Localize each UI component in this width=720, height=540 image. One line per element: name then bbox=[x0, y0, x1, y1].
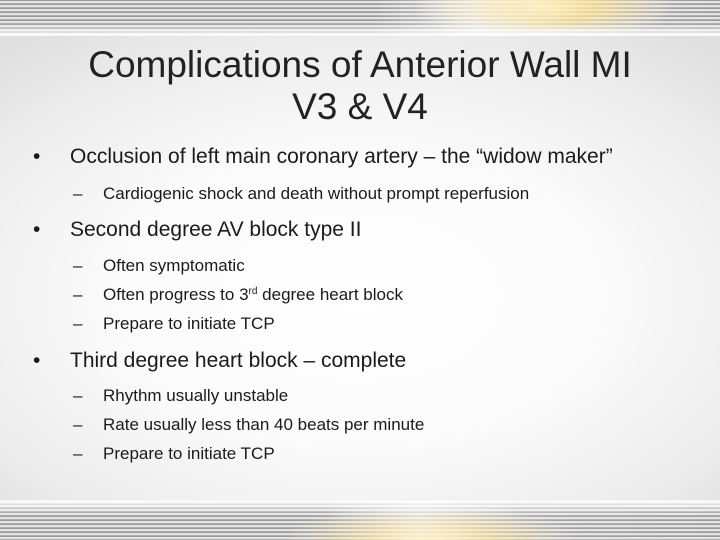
dash-icon: – bbox=[73, 184, 83, 203]
dash-icon: – bbox=[73, 386, 83, 405]
dash-icon: – bbox=[73, 256, 83, 275]
sub-bullet-text bbox=[103, 285, 403, 304]
sub-bullet-text: Cardiogenic shock and death without prompt reperfusion bbox=[103, 184, 530, 203]
top-decorative-band bbox=[0, 0, 720, 36]
bullet-item bbox=[33, 217, 650, 243]
top-fade bbox=[0, 0, 720, 36]
slide-title bbox=[0, 44, 720, 128]
sub-bullet-item bbox=[73, 314, 663, 334]
bullet-item bbox=[33, 348, 650, 374]
bullet-icon: • bbox=[33, 218, 41, 241]
dash-icon: – bbox=[73, 314, 83, 333]
bullet-text: Third degree heart block – complete bbox=[70, 349, 407, 372]
sub-bullet-item bbox=[73, 415, 663, 435]
sub-bullet-text: Prepare to initiate TCP bbox=[103, 314, 275, 333]
sub-bullet-text-before: Often progress to 3 bbox=[103, 285, 249, 304]
dash-icon: – bbox=[73, 415, 83, 434]
bullet-icon: • bbox=[33, 145, 41, 168]
slide-title-line-1: Complications of Anterior Wall MI bbox=[88, 44, 632, 85]
sub-bullet-text: Prepare to initiate TCP bbox=[103, 444, 275, 463]
bullet-text: Occlusion of left main coronary artery – the “widow maker” bbox=[70, 145, 613, 168]
ordinal-superscript: rd bbox=[248, 286, 258, 297]
sub-bullet-item bbox=[73, 444, 663, 464]
sub-bullet-item bbox=[73, 285, 663, 305]
sub-bullet-item bbox=[73, 184, 663, 204]
sub-bullet-item bbox=[73, 256, 663, 276]
slide-content bbox=[0, 144, 720, 464]
bullet-item bbox=[33, 144, 650, 170]
sub-bullet-text: Often symptomatic bbox=[103, 256, 245, 275]
slide-title-line-2: V3 & V4 bbox=[292, 86, 428, 127]
sub-bullet-text: Rhythm usually unstable bbox=[103, 386, 289, 405]
sub-bullet-text: Rate usually less than 40 beats per minute bbox=[103, 415, 425, 434]
sub-bullet-item bbox=[73, 386, 663, 406]
bottom-fade bbox=[0, 500, 720, 540]
bullet-text: Second degree AV block type II bbox=[70, 218, 362, 241]
sub-bullet-text-after: degree heart block bbox=[257, 285, 403, 304]
bottom-decorative-band bbox=[0, 500, 720, 540]
dash-icon: – bbox=[73, 285, 83, 304]
bullet-icon: • bbox=[33, 349, 41, 372]
dash-icon: – bbox=[73, 444, 83, 463]
